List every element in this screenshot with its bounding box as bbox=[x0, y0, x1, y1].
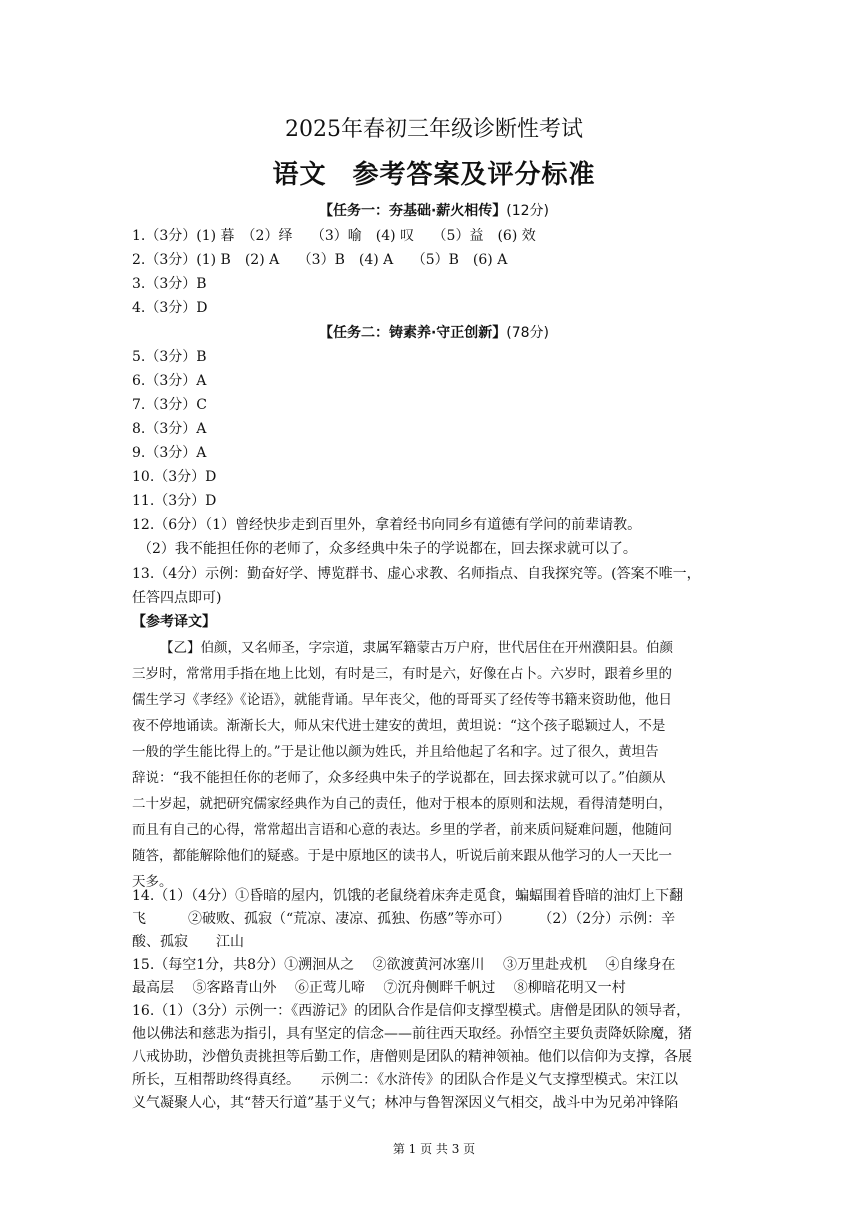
answer-line: 1.（3分）(1) 暮 （2）绎 （3）喻 (4) 叹 （5）益 (6) 效 bbox=[132, 228, 536, 244]
answer-key-label: 参考答案及评分标准 bbox=[352, 160, 596, 190]
answer-line: 任答四点即可) bbox=[132, 590, 222, 606]
translation-line: 随答，都能解除他们的疑惑。于是中原地区的读书人，听说后前来跟从他学习的人一天比一 bbox=[132, 848, 672, 864]
translation-line: 一般的学生能比得上的。”于是让他以颜为姓氏，并且给他起了名和字。过了很久，黄坦告 bbox=[132, 744, 659, 760]
translation-line: 而且有自己的心得，常常超出言语和心意的表达。乡里的学者，前来质问疑难问题，他随问 bbox=[132, 822, 672, 838]
answer-line: 3.（3分）B bbox=[132, 276, 207, 292]
task1-score: (12分) bbox=[506, 203, 550, 219]
answer-line: 8.（3分）A bbox=[132, 421, 207, 437]
answer-line: 10.（3分）D bbox=[132, 469, 217, 485]
document-subtitle bbox=[0, 154, 868, 191]
answer-line: 5.（3分）B bbox=[132, 349, 207, 365]
exam-title: 2025年春初三年级诊断性考试 bbox=[285, 117, 583, 142]
answer-line: 7.（3分）C bbox=[132, 397, 207, 413]
task1-name: 【任务一：夯基础·薪火相传】 bbox=[318, 203, 507, 219]
translation-line: 夜不停地诵读。渐渐长大，师从宋代进士建安的黄坦，黄坦说：“这个孩子聪颖过人，不是 bbox=[132, 718, 666, 734]
answer-line: 他以佛法和慈悲为指引，具有坚定的信念——前往西天取经。孙悟空主要负责降妖除魔，猪 bbox=[132, 1026, 692, 1042]
answer-line: 义气凝聚人心，其“替天行道”基于义气；林冲与鲁智深因义气相交，战斗中为兄弟冲锋陷 bbox=[132, 1095, 679, 1111]
task2-score: (78分) bbox=[506, 325, 550, 341]
task1-heading bbox=[0, 200, 868, 220]
answer-line: （2）我不能担任你的老师了，众多经典中朱子的学说都在，回去探求就可以了。 bbox=[138, 541, 637, 557]
answer-line: 11.（3分）D bbox=[132, 493, 217, 509]
translation-heading: 【参考译文】 bbox=[132, 614, 216, 630]
answer-line: 15.（每空1分，共8分）①溯洄从之 ②欲渡黄河冰塞川 ③万里赴戎机 ④自缘身在 bbox=[132, 957, 676, 973]
answer-line: 16.（1）（3分）示例一：《西游记》的团队合作是信仰支撑型模式。唐僧是团队的领导者， bbox=[132, 1003, 691, 1019]
answer-line: 八戒协助，沙僧负责挑担等后勤工作，唐僧则是团队的精神领袖。他们以信仰为支撑，各展 bbox=[132, 1049, 692, 1065]
translation-line: 三岁时，常常用手指在地上比划，有时是三，有时是六，好像在占卜。六岁时，跟着乡里的 bbox=[132, 666, 672, 682]
translation-line: 【乙】伯颜，又名师圣，字宗道，隶属军籍蒙古万户府，世代居住在开州濮阳县。伯颜 bbox=[160, 640, 673, 656]
answer-line: 最高层 ⑤客路青山外 ⑥正莺儿啼 ⑦沉舟侧畔千帆过 ⑧柳暗花明又一村 bbox=[132, 980, 626, 996]
page-footer: 第 1 页 共 3 页 bbox=[392, 1142, 476, 1156]
task2-name: 【任务二：铸素养·守正创新】 bbox=[318, 325, 507, 341]
answer-line: 飞 ②破败、孤寂（“荒凉、凄凉、孤独、伤感”等亦可） （2）（2分）示例：辛 bbox=[132, 911, 676, 927]
subject-label: 语文 bbox=[272, 160, 327, 190]
answer-line: 2.（3分）(1) B (2) A （3）B (4) A （5）B (6) A bbox=[132, 252, 508, 268]
answer-line: 4.（3分）D bbox=[132, 300, 208, 316]
translation-line: 天多。 bbox=[132, 874, 173, 890]
task2-heading bbox=[0, 322, 868, 342]
translation-line: 儒生学习《孝经》《论语》，就能背诵。早年丧父，他的哥哥买了经传等书籍来资助他，他日 bbox=[132, 692, 672, 708]
answer-line: 14.（1）（4分）①昏暗的屋内，饥饿的老鼠绕着床奔走觅食，蝙蝠围着昏暗的油灯上下翻 bbox=[132, 888, 684, 904]
answer-line: 9.（3分）A bbox=[132, 445, 207, 461]
answer-line: 酸、孤寂 江山 bbox=[132, 934, 244, 950]
translation-line: 二十岁起，就把研究儒家经典作为自己的责任，他对于根本的原则和法规，看得清楚明白， bbox=[132, 796, 672, 812]
answer-line: 所长，互相帮助终得真经。 示例二：《水浒传》的团队合作是义气支撑型模式。宋江以 bbox=[132, 1072, 678, 1088]
translation-line: 辞说：“我不能担任你的老师了，众多经典中朱子的学说都在，回去探求就可以了。”伯颜从 bbox=[132, 770, 666, 786]
answer-line: 13.（4分）示例：勤奋好学、博览群书、虚心求教、名师指点、自我探究等。(答案不唯一， bbox=[132, 566, 701, 582]
answer-line: 6.（3分）A bbox=[132, 373, 207, 389]
answer-line: 12.（6分）（1）曾经快步走到百里外，拿着经书向同乡有道德有学问的前辈请教。 bbox=[132, 517, 642, 533]
